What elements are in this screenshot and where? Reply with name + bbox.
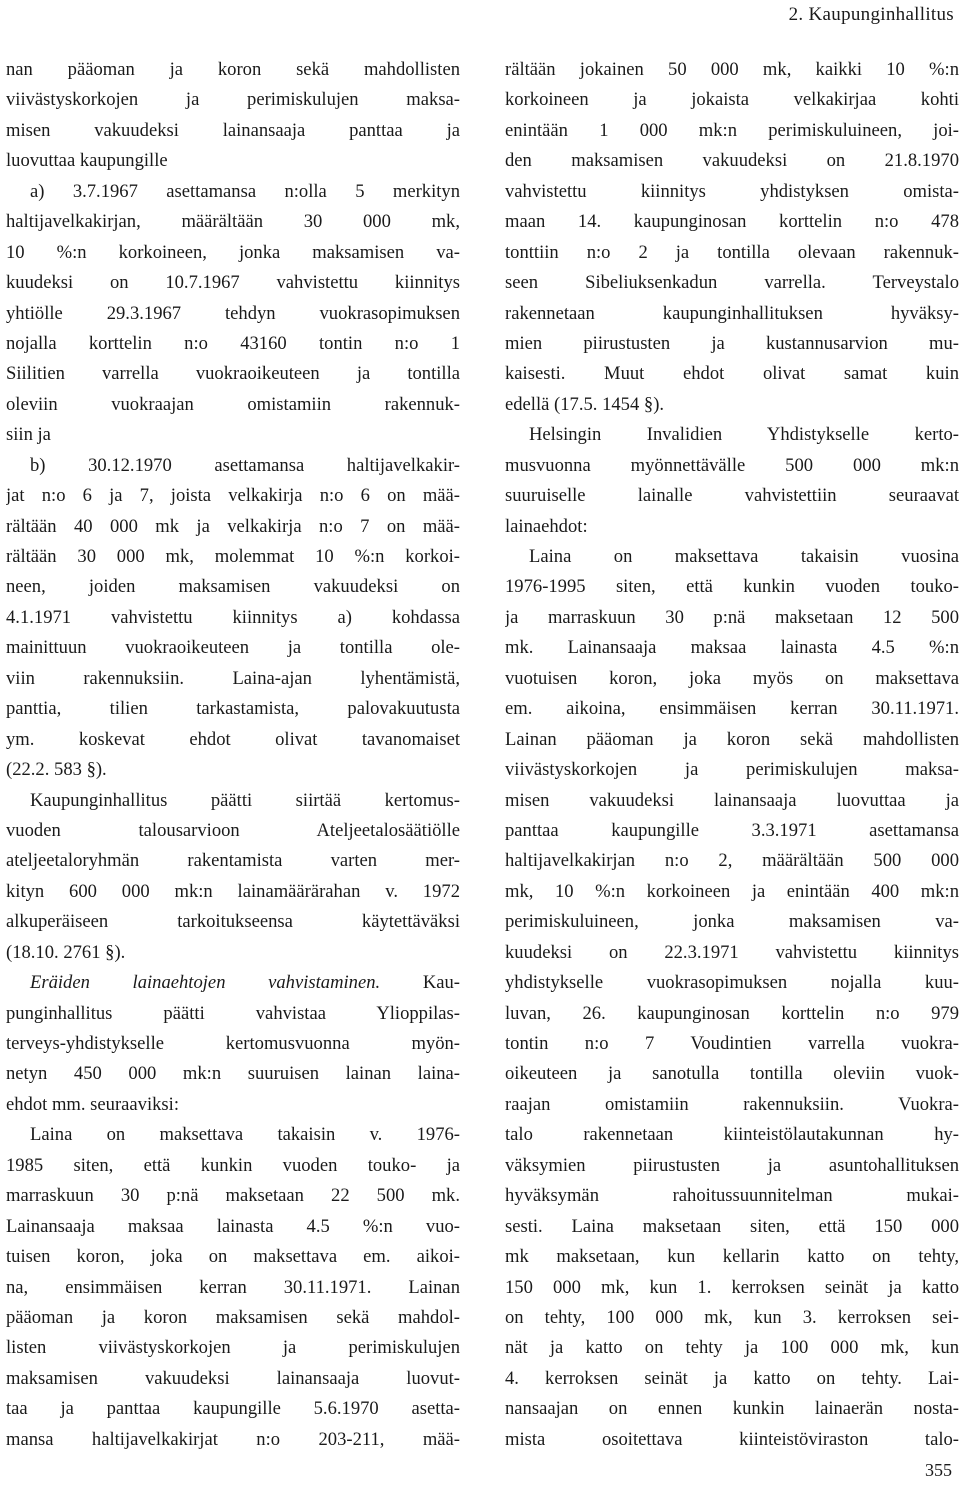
text-line: rältään 30 000 mk, molemmat 10 %:n korkoi- [6,546,460,567]
text-line: yhdistykselle vuokrasopimuksen nojalla kuu- [505,972,959,994]
page-number: 355 [925,1460,952,1480]
text-line: enintään 1 000 mk:n perimiskuluineen, joi- [505,119,959,141]
text-line: 4.1.1971 vahvistettu kiinnitys a) kohdassa [6,606,460,628]
text-line: rältään jokainen 50 000 mk, kaikki 10 %:n [505,59,959,80]
text-line: mansa haltijavelkakirjat n:o 203-211, mää- [6,1428,460,1450]
text-line: vuotuisen koron, joka myös on maksettava [505,667,959,689]
text-line: perimiskuluineen, jonka maksamisen va- [505,911,959,933]
text-line: ja marraskuun 30 p:nä maksetaan 12 500 [505,606,959,628]
text-line: marraskuun 30 p:nä maksetaan 22 500 mk. [6,1185,460,1207]
text-line: b) 30.12.1970 asettamansa haltijavelkakir- [30,454,460,476]
text-line: suuruiselle lainalle vahvistettiin seuraavat [505,485,959,507]
text-line: siin ja [6,424,51,446]
section-heading-line [6,968,460,998]
text-line: tontin n:o 7 Voudintien varrella vuokra- [505,1033,959,1054]
text-line: misen vakuudeksi lainansaaja panttaa ja [6,119,460,141]
text-line: 1985 siten, että kunkin vuoden touko- ja [6,1154,460,1176]
text-line: talo rakennetaan kiinteistölautakunnan hy- [505,1124,959,1146]
text-line: nan pääoman ja koron sekä mahdollisten [6,59,460,80]
text-line: ehdot mm. seuraaviksi: [6,1093,179,1115]
text-line: luvan, 26. kaupunginosan korttelin n:o 979 [505,1002,959,1024]
text-line: mainittuun vuokraoikeuteen ja tontilla ole- [6,637,460,659]
text-line: ateljeetaloryhmän rakentamista varten mer- [6,850,460,872]
section-heading: Eräiden lainaehtojen vahvistaminen. [30,972,381,994]
text-line: maksamisen vakuudeksi lainansaaja luovut- [6,1367,460,1389]
text-line: yhtiölle 29.3.1967 tehdyn vuokrasopimuksen [6,302,460,324]
text-line: mk maksetaan, kun kellarin katto on tehty, [505,1246,959,1268]
text-line: na, ensimmäisen kerran 30.11.1971. Lainan [6,1276,460,1298]
text-line: panttia, tilien tarkastamista, palovakuutusta [6,698,460,720]
text-line: panttaa kaupungille 3.3.1971 asettamansa [505,819,959,841]
text-line: sesti. Laina maksetaan siten, että 150 000 [505,1215,959,1237]
text-line: Laina on maksettava takaisin vuosina [529,546,959,567]
text-line: Lainan pääoman ja koron sekä mahdollisten [505,728,959,750]
text-line: lainaehdot: [505,515,588,537]
text-line: nansaajan on ennen kunkin lainaerän nosta- [505,1398,959,1420]
text-line: on tehty, 100 000 mk, kun 3. kerroksen sei- [505,1306,959,1328]
text-line: 150 000 mk, kun 1. kerroksen seinät ja katto [505,1276,959,1298]
text-line: korkoineen ja jokaista velkakirjaa kohti [505,89,959,111]
text-line: terveys-yhdistykselle kertomusvuonna myön- [6,1033,460,1054]
text-line: kaisesti. Muut ehdot olivat samat kuin [505,363,959,385]
text-line: Helsingin Invalidien Yhdistykselle kerto- [529,424,959,446]
text-line: neen, joiden maksamisen vakuudeksi on [6,576,460,598]
text-line: em. aikoina, ensimmäisen kerran 30.11.1971. [505,698,959,720]
text-line: 1976-1995 siten, että kunkin vuoden touko- [505,576,959,598]
text-line: viivästyskorkojen ja perimiskulujen maksa- [505,759,959,781]
text-line: 4. kerroksen seinät ja katto on tehty. Lai- [505,1367,959,1389]
text-line: pääoman ja koron maksamisen sekä mahdol- [6,1306,460,1328]
text-line: maan 14. kaupunginosan korttelin n:o 478 [505,211,959,233]
text-line: tonttiin n:o 2 ja tontilla olevaan rakennuk- [505,241,959,263]
text-line: kuudeksi on 22.3.1971 vahvistettu kiinnitys [505,941,959,963]
right-text-column [505,55,959,1455]
text-line: oikeuteen ja sanotulla tontilla oleviin vuok- [505,1063,959,1085]
text-line: 10 %:n korkoineen, jonka maksamisen va- [6,241,460,263]
text-line: rakennetaan kaupunginhallituksen hyväksy- [505,302,959,324]
text-line: raajan omistamiin rakennuksiin. Vuokra- [505,1093,959,1115]
text-line: musvuonna myönnettävälle 500 000 mk:n [505,454,959,476]
text-line: punginhallitus päätti vahvistaa Ylioppilas- [6,1002,460,1024]
left-text-column [6,55,460,1455]
running-head: 2. Kaupunginhallitus [788,4,954,25]
text-line: haltijavelkakirjan, määrältään 30 000 mk, [6,211,460,233]
text-line: mk, 10 %:n korkoineen ja enintään 400 mk:n [505,880,959,902]
text-line: Laina on maksettava takaisin v. 1976- [30,1124,460,1146]
text-line: (22.2. 583 §). [6,759,107,781]
text-line: Kaupunginhallitus päätti siirtää kertomus- [30,789,460,811]
text-line: mien piirustusten ja kustannusarvion mu- [505,332,959,354]
text-line: rältään 40 000 mk ja velkakirja n:o 7 on mää- [6,515,460,537]
text-line: a) 3.7.1967 asettamansa n:olla 5 merkityn [30,180,460,202]
text-line: tuisen koron, joka on maksettava em. aikoi- [6,1246,460,1268]
text-line: ym. koskevat ehdot olivat tavanomaiset [6,728,460,750]
text-line: misen vakuudeksi lainansaaja luovuttaa ja [505,789,959,811]
section-heading-continuation: Kau- [380,972,460,994]
text-line: oleviin vuokraajan omistamiin rakennuk- [6,393,460,415]
text-line: den maksamisen vakuudeksi on 21.8.1970 [505,150,959,172]
text-line: kityn 600 000 mk:n lainamäärärahan v. 1972 [6,880,460,902]
text-line: edellä (17.5. 1454 §). [505,393,665,415]
text-line: mista osoitettava kiinteistöviraston talo- [505,1428,959,1450]
text-line: viin rakennuksiin. Laina-ajan lyhentämistä, [6,667,460,689]
text-line: vahvistettu kiinnitys yhdistyksen omista- [505,180,959,202]
text-line: nät ja katto on tehty ja 100 000 mk, kun [505,1337,959,1359]
text-line: listen viivästyskorkojen ja perimiskulujen [6,1337,460,1359]
text-line: (18.10. 2761 §). [6,941,126,963]
text-line: väksymien piirustusten ja asuntohallituksen [505,1154,959,1176]
text-line: luovuttaa kaupungille [6,150,168,172]
text-line: Lainansaaja maksaa lainasta 4.5 %:n vuo- [6,1215,460,1237]
text-line: hyväksymän rahoitussuunnitelman mukai- [505,1185,959,1207]
text-line: vuoden talousarvioon Ateljeetalosäätiölle [6,819,460,841]
text-line: haltijavelkakirjan n:o 2, määrältään 500 000 [505,850,959,872]
text-line: jat n:o 6 ja 7, joista velkakirja n:o 6 on mää- [6,485,460,507]
text-line: mk. Lainansaaja maksaa lainasta 4.5 %:n [505,637,959,659]
text-line: netyn 450 000 mk:n suuruisen lainan laina- [6,1063,460,1085]
text-line: Siilitien varrella vuokraoikeuteen ja tontilla [6,363,460,385]
text-line: seen Sibeliuksenkadun varrella. Terveystalo [505,272,959,294]
text-line: taa ja panttaa kaupungille 5.6.1970 asetta- [6,1398,460,1420]
text-line: nojalla korttelin n:o 43160 tontin n:o 1 [6,332,460,354]
text-line: alkuperäiseen tarkoitukseensa käytettäväksi [6,911,460,933]
text-line: kuudeksi on 10.7.1967 vahvistettu kiinnitys [6,272,460,294]
text-line: viivästyskorkojen ja perimiskulujen maksa- [6,89,460,111]
